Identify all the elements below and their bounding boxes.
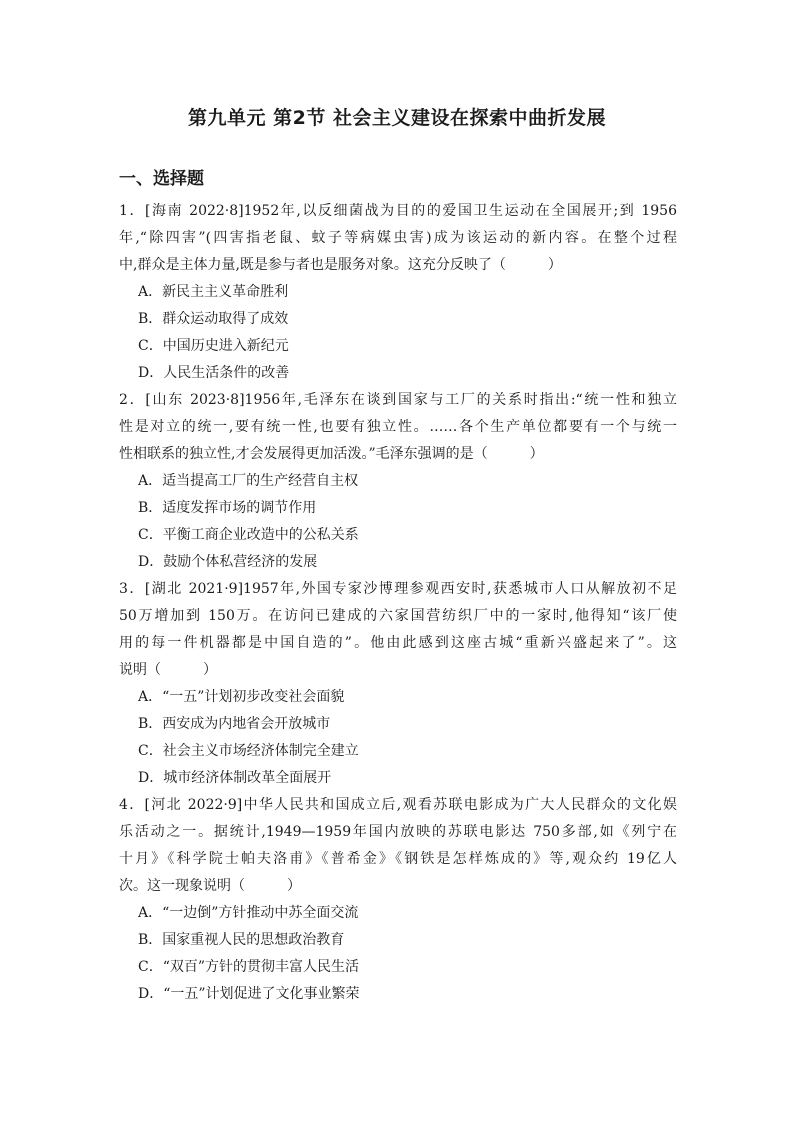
question-1-text-line: 1．[海南 2022·8]1952年,以反细菌战为目的的爱国卫生运动在全国展开;到 1956 — [119, 203, 677, 219]
question-4-option-c: C．“双百”方针的贯彻丰富人民生活 — [138, 959, 360, 975]
question-2-option-a: A．适当提高工厂的生产经营自主权 — [138, 473, 359, 489]
question-3 — [119, 576, 677, 792]
section-heading: 一、选择题 — [119, 169, 204, 189]
question-2-option-b: B．适度发挥市场的调节作用 — [138, 500, 317, 516]
question-3-option-c: C．社会主义市场经济体制完全建立 — [138, 743, 359, 759]
question-2-text-line: 性相联系的独立性,才会发展得更加活泼。”毛泽东强调的是（ ） — [119, 446, 544, 462]
question-4-text-line: 乐活动之一。据统计,1949—1959年国内放映的苏联电影达 750多部,如《列宁在 — [119, 824, 677, 840]
question-1-option-a: A．新民主主义革命胜利 — [138, 284, 289, 300]
question-1-option-b: B．群众运动取得了成效 — [138, 311, 289, 327]
question-3-text-line: 3．[湖北 2021·9]1957年,外国专家沙博理参观西安时,获悉城市人口从解放初不足 — [119, 581, 677, 597]
question-2 — [119, 387, 677, 576]
question-2-option-c: C．平衡工商企业改造中的公私关系 — [138, 527, 359, 543]
question-3-option-a: A．“一五”计划初步改变社会面貌 — [138, 689, 345, 705]
question-4-option-d: D．“一五”计划促进了文化事业繁荣 — [138, 986, 360, 1002]
question-3-option-b: B．西安成为内地省会开放城市 — [138, 716, 331, 732]
page-title: 第九单元 第2节 社会主义建设在探索中曲折发展 — [188, 107, 606, 129]
question-3-text-line: 用的每一件机器都是中国自造的”。他由此感到这座古城“重新兴盛起来了”。这 — [119, 635, 677, 651]
question-2-text-line: 性是对立的统一,要有统一性,也要有独立性。……各个生产单位都要有一个与统一 — [119, 419, 677, 435]
question-1-option-c: C．中国历史进入新纪元 — [138, 338, 289, 354]
question-4-option-b: B．国家重视人民的思想政治教育 — [138, 932, 345, 948]
question-3-option-d: D．城市经济体制改革全面展开 — [138, 770, 332, 786]
question-2-text-line: 2．[山东 2023·8]1956年,毛泽东在谈到国家与工厂的关系时指出:“统一性和独立 — [119, 392, 677, 408]
question-1-text-line: 中,群众是主体力量,既是参与者也是服务对象。这充分反映了（ ） — [119, 257, 562, 273]
question-4-option-a: A．“一边倒”方针推动中苏全面交流 — [138, 905, 359, 921]
question-3-text-line: 说明（ ） — [119, 662, 217, 678]
question-2-option-d: D．鼓励个体私营经济的发展 — [138, 554, 318, 570]
question-4-text-line: 次。这一现象说明（ ） — [119, 878, 301, 894]
question-4-text-line: 十月》《科学院士帕夫洛甫》《普希金》《钢铁是怎样炼成的》等,观众约 19亿人 — [119, 851, 677, 867]
question-1-text-line: 年,“除四害”(四害指老鼠、蚊子等病媒虫害)成为该运动的新内容。在整个过程 — [119, 230, 677, 246]
question-3-text-line: 50万增加到 150万。在访问已建成的六家国营纺织厂中的一家时,他得知“该厂使 — [119, 608, 677, 624]
question-1-option-d: D．人民生活条件的改善 — [138, 365, 290, 381]
question-1 — [119, 198, 677, 387]
question-4 — [119, 792, 677, 1008]
question-list — [119, 198, 677, 1008]
question-4-text-line: 4．[河北 2022·9]中华人民共和国成立后,观看苏联电影成为广大人民群众的文化娱 — [119, 797, 677, 813]
